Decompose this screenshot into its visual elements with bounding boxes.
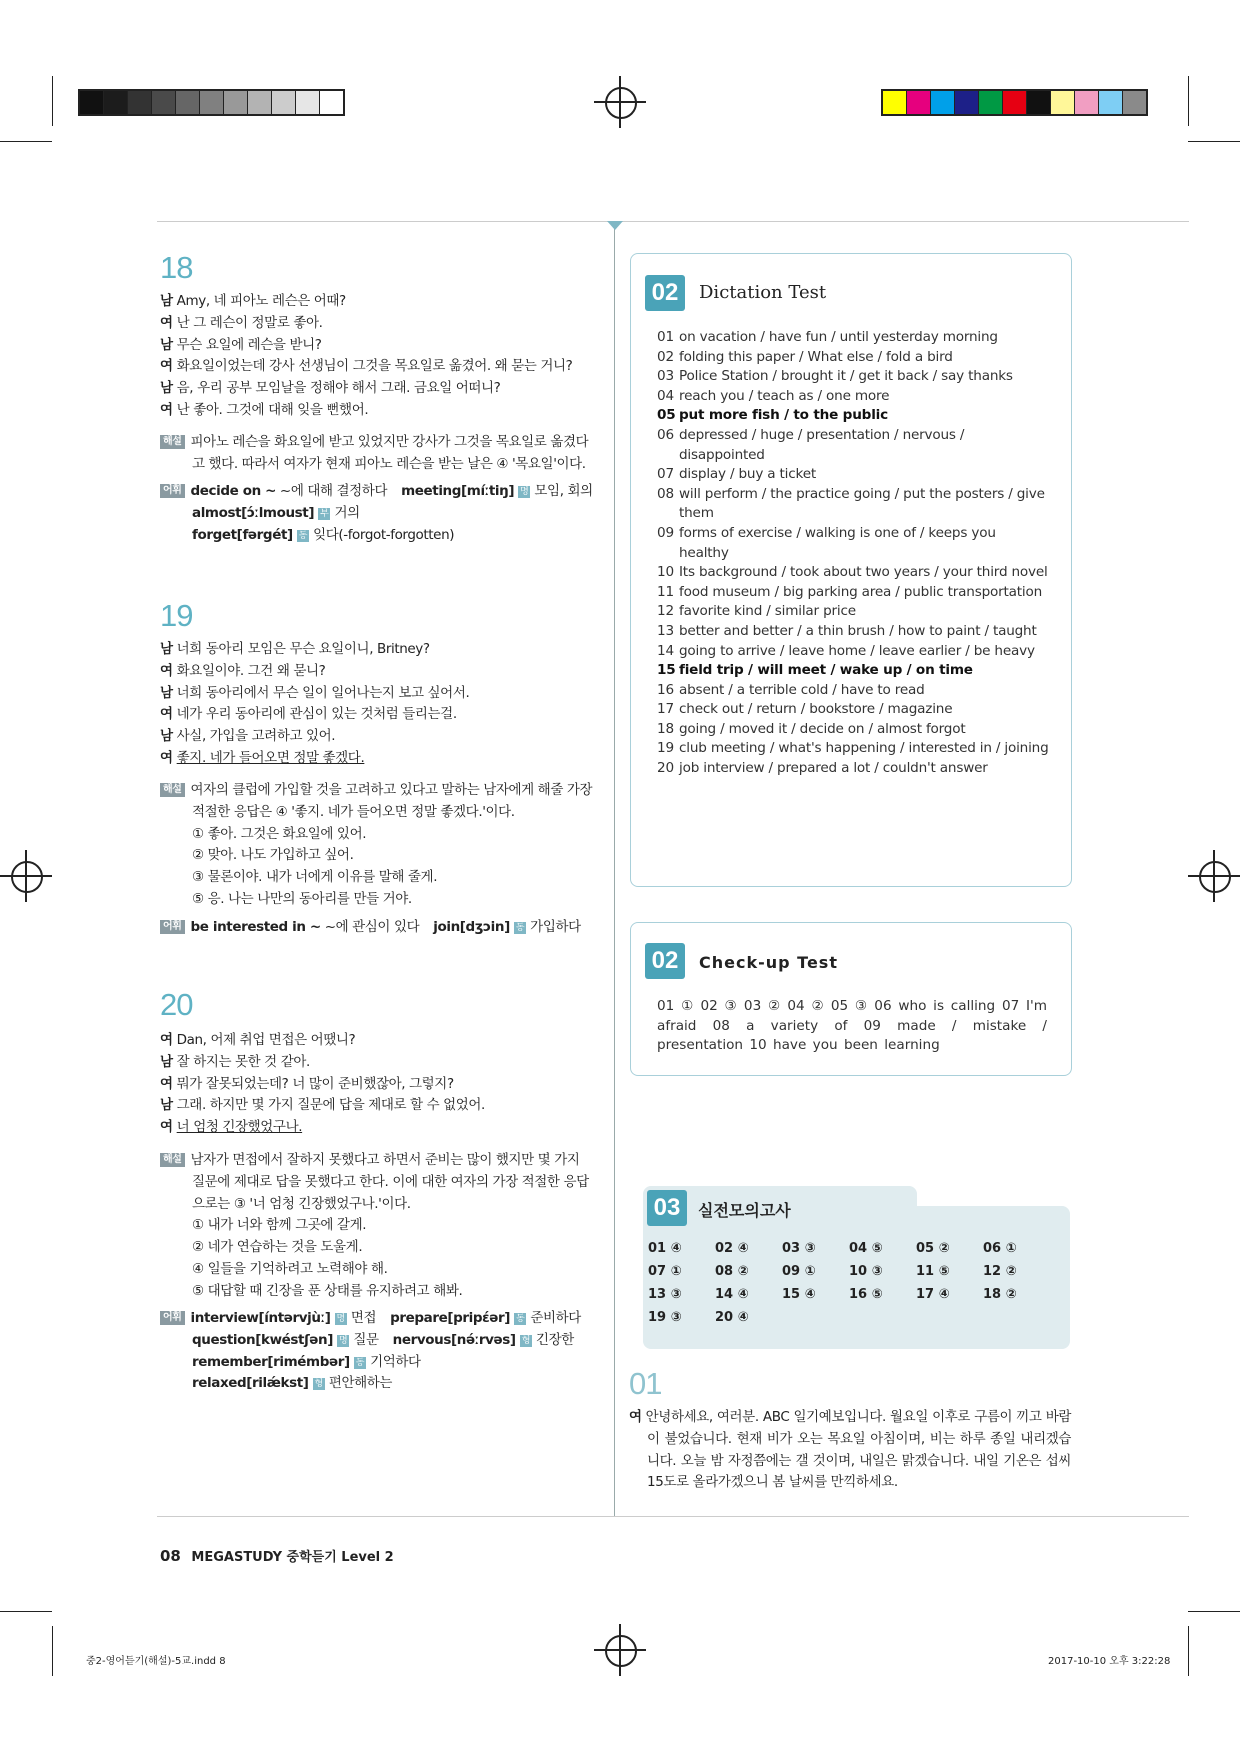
vocab-18 <box>160 481 604 546</box>
answer-option: ③ 물론이야. 내가 너에게 이유를 말해 줄게. <box>192 869 438 886</box>
dialog-line: 남 너희 동아리 모임은 무슨 요일이니, Britney? <box>160 641 430 657</box>
section-badge: 03 <box>647 1190 687 1226</box>
dictation-item: 05 put more fish / to the public <box>657 407 888 424</box>
crop-mark <box>0 1611 52 1612</box>
vocab-row: question[kwéstʃən] 명 질문 nervous[nə́ːrvəs] 형 긴장한 <box>192 1331 574 1348</box>
mock-exam-title: 실전모의고사 <box>698 1201 791 1220</box>
color-swatch <box>272 91 296 114</box>
options-20 <box>160 1215 604 1302</box>
registration-mark-bottom <box>594 1624 646 1676</box>
question-number-19: 19 <box>160 598 193 633</box>
mock-answer: 04 ⑤ <box>849 1241 883 1256</box>
dialog-20 <box>160 1030 600 1139</box>
vocab-row: relaxed[rilǽkst] 형 편안해하는 <box>192 1375 393 1392</box>
dialog-line: 여 난 그 레슨이 정말로 좋아. <box>160 314 323 331</box>
dictation-item: 03 Police Station / brought it / get it back / say thanks <box>657 368 1013 385</box>
dictation-item: 18 going / moved it / decide on / almost forgot <box>657 720 966 737</box>
dictation-title: Dictation Test <box>699 282 827 303</box>
explanation-18: 해설 피아노 레슨을 화요일에 받고 있었지만 강사가 그것을 목요일로 옮겼다 고 했다. 따라서 여자가 현재 피아노 레슨을 받는 날은 ④ '목요일'이다. <box>160 432 604 476</box>
section-badge: 02 <box>645 943 685 979</box>
process-color-bar <box>881 89 1148 116</box>
dictation-item: 17 check out / return / bookstore / magazine <box>657 701 953 718</box>
registration-mark-top <box>594 76 646 128</box>
question-number-20: 20 <box>160 987 193 1022</box>
bottom-rule <box>157 1516 1189 1517</box>
dialog-line: 여 네가 우리 동아리에 관심이 있는 것처럼 들리는걸. <box>160 706 457 723</box>
explanation-20: 해설 남자가 면접에서 잘하지 못했다고 하면서 준비는 많이 했지만 몇 가지 질문에 제대로 답을 못했다고 한다. 이에 대한 여자의 가장 적절한 응답 으로는 ③ '너 엄청 긴장했었구나.'이다. ① 내가 너와 함께 그곳에 갈게. ② 네가 연습하는 것을 도울게. ④ 일들을 기억하려고 노력해야 해. ⑤ 대답할 때 긴장을 푼 상태를 유지하려고 해봐. <box>160 1150 604 1303</box>
explain-tag: 해설 <box>160 1153 185 1167</box>
dialog-line: 여 뭐가 잘못되었는데? 너 많이 준비했잖아, 그렇지? <box>160 1075 454 1092</box>
dialog-line: 여 Dan, 어제 취업 면접은 어땠니? <box>160 1032 356 1048</box>
color-swatch <box>224 91 248 114</box>
mock-answer: 16 ⑤ <box>849 1287 883 1302</box>
mock-answer: 06 ① <box>983 1241 1017 1256</box>
explain-tag: 해설 <box>160 783 185 797</box>
dialog-line: 남 잘 하지는 못한 것 같아. <box>160 1053 310 1070</box>
mock-answer: 01 ④ <box>648 1241 682 1256</box>
section-badge: 02 <box>645 275 685 311</box>
dictation-item: 11 food museum / big parking area / public transportation <box>657 583 1043 600</box>
vocab-row: almost[ɔ́ːlmoust] 부 거의 <box>192 504 360 521</box>
vocab-row: forget[fərgét] 동 잊다(-forgot-forgotten) <box>192 526 455 543</box>
mock-answer: 05 ② <box>916 1241 950 1256</box>
answer-option: ① 내가 너와 함께 그곳에 갈게. <box>192 1217 367 1234</box>
dialog-line: 여 화요일이었는데 강사 선생님이 그것을 목요일로 옮겼어. 왜 묻는 거니? <box>160 358 573 375</box>
dictation-item: 07 display / buy a ticket <box>657 466 817 483</box>
mock-answer: 12 ② <box>983 1264 1017 1279</box>
explanation-19: 해설 여자의 클럽에 가입할 것을 고려하고 있다고 말하는 남자에게 해줄 가장 적절한 응답은 ④ '좋지. 네가 들어오면 정말 좋겠다.'이다. ① 좋아. 그것은 화요일에 있어. ② 맞아. 나도 가입하고 싶어. ③ 물론이야. 내가 너에게 이유를 말해 줄게. ⑤ 응. 나는 나만의 동아리를 만들 거야. <box>160 780 604 911</box>
column-divider <box>614 222 615 1516</box>
dictation-item: 14 going to arrive / leave home / leave earlier / be heavy <box>657 642 1035 659</box>
mock-answer: 07 ① <box>648 1264 682 1279</box>
vocab-row: 어휘 decide on ~ ~에 대해 결정하다 meeting[míːtiŋ] 명 모임, 회의 <box>160 481 604 503</box>
answer-option: ① 좋아. 그것은 화요일에 있어. <box>192 825 367 842</box>
crop-mark <box>1188 141 1240 142</box>
mock-answer: 10 ③ <box>849 1264 883 1279</box>
crop-mark <box>1188 1626 1189 1676</box>
color-swatch <box>128 91 152 114</box>
color-swatch <box>1123 91 1146 114</box>
color-swatch <box>248 91 272 114</box>
dialog-line: 여 좋지. 네가 들어오면 정말 좋겠다. <box>160 749 365 766</box>
dictation-item: 13 better and better / a thin brush / how to paint / taught <box>657 622 1037 639</box>
vocab-20 <box>160 1308 604 1395</box>
color-swatch <box>931 91 955 114</box>
color-swatch <box>1099 91 1123 114</box>
top-rule <box>157 221 1189 222</box>
checkup-title: Check-up Test <box>699 953 838 972</box>
crop-mark <box>52 1626 53 1676</box>
dictation-item: 12 favorite kind / similar price <box>657 603 856 620</box>
crop-mark <box>1188 1611 1240 1612</box>
checkup-test-box <box>630 922 1072 1076</box>
color-swatch <box>907 91 931 114</box>
mock-answer: 08 ② <box>715 1264 749 1279</box>
answer-option: ⑤ 대답할 때 긴장을 푼 상태를 유지하려고 해봐. <box>192 1282 463 1299</box>
color-swatch <box>200 91 224 114</box>
dictation-test-box <box>630 253 1072 887</box>
crop-mark <box>52 76 53 126</box>
mock-answer: 18 ② <box>983 1287 1017 1302</box>
mock-answer: 03 ③ <box>782 1241 816 1256</box>
dictation-item: 15 field trip / will meet / wake up / on time <box>657 662 973 679</box>
dialog-line: 남 사실, 가입을 고려하고 있어. <box>160 728 336 745</box>
color-swatch <box>1003 91 1027 114</box>
vocab-row: remember[rimémbər] 동 기억하다 <box>192 1353 421 1370</box>
vocab-row: 어휘 be interested in ~ ~에 관심이 있다 join[dʒɔin] 동 가입하다 <box>160 917 604 939</box>
question-number-18: 18 <box>160 250 193 285</box>
crop-mark <box>1188 76 1189 126</box>
answer-option: ② 네가 연습하는 것을 도울게. <box>192 1239 363 1256</box>
crop-mark <box>0 141 52 142</box>
mock-answer: 14 ④ <box>715 1287 749 1302</box>
answer-option: ⑤ 응. 나는 나만의 동아리를 만들 거야. <box>192 890 412 907</box>
dialog-19 <box>160 639 600 770</box>
dictation-item: 08 will perform / the practice going / put the posters / give them <box>657 485 1045 522</box>
color-swatch <box>1075 91 1099 114</box>
dialog-line: 남 무슨 요일에 레슨을 받니? <box>160 336 322 353</box>
page-number: 08 <box>160 1547 181 1565</box>
page-footer <box>160 1546 394 1565</box>
mock-answer: 13 ③ <box>648 1287 682 1302</box>
color-swatch <box>296 91 320 114</box>
mock-answer: 19 ③ <box>648 1310 682 1325</box>
mock-answer: 02 ④ <box>715 1241 749 1256</box>
color-swatch <box>955 91 979 114</box>
checkup-answers: 01 ① 02 ③ 03 ② 04 ② 05 ③ 06 who is calling 07 I'm afraid 08 a variety of 09 made / mistake / presentation 10 have you been learning <box>657 998 1047 1054</box>
color-swatch <box>80 91 104 114</box>
mock-answer: 15 ④ <box>782 1287 816 1302</box>
dictation-item: 20 job interview / prepared a lot / couldn't answer <box>657 760 988 777</box>
divider-arrow-icon <box>607 221 623 230</box>
dictation-item: 19 club meeting / what's happening / interested in / joining <box>657 740 1049 757</box>
dialog-line: 남 그래. 하지만 몇 가지 질문에 답을 제대로 할 수 없었어. <box>160 1097 485 1114</box>
dialog-line: 여 화요일이야. 그건 왜 묻니? <box>160 662 326 679</box>
dictation-item: 16 absent / a terrible cold / have to read <box>657 681 925 698</box>
dialog-line: 남 음, 우리 공부 모임날을 정해야 해서 그래. 금요일 어떠니? <box>160 380 501 397</box>
book-title: MEGASTUDY 중학듣기 Level 2 <box>191 1550 394 1565</box>
registration-mark-left <box>0 850 52 902</box>
dictation-item: 01 on vacation / have fun / until yesterday morning <box>657 329 998 345</box>
dictation-item: 02 folding this paper / What else / fold a bird <box>657 348 953 365</box>
answer-option: ④ 일들을 기억하려고 노력해야 해. <box>192 1260 388 1277</box>
mock-answer: 17 ④ <box>916 1287 950 1302</box>
dictation-item: 04 reach you / teach as / one more <box>657 387 890 404</box>
script-01: 여 안녕하세요, 여러분. ABC 일기예보입니다. 월요일 이후로 구름이 끼고 바람이 불었습니다. 현재 비가 오는 목요일 아침이며, 비는 하루 종일 내리겠습니다. 오늘 밤 자정쯤에는 갤 것이며, 내일은 맑겠습니다. 내일 기온은 섭씨 15도로 올라가겠으니 봄 날씨를 만끽하세요. <box>629 1409 1071 1491</box>
color-swatch <box>1051 91 1075 114</box>
dialog-line: 여 너 엄청 긴장했었구나. <box>160 1119 303 1136</box>
dialog-line: 남 Amy, 네 피아노 레슨은 어때? <box>160 293 346 309</box>
vocab-row: 어휘 interview[íntərvjùː] 명 면접 prepare[pripέər] 동 준비하다 <box>160 1308 604 1330</box>
dialog-line: 여 난 좋아. 그것에 대해 잊을 뻔했어. <box>160 401 369 418</box>
color-swatch <box>176 91 200 114</box>
dialog-line: 남 너희 동아리에서 무슨 일이 일어나는지 보고 싶어서. <box>160 684 470 701</box>
mock-answer: 09 ① <box>782 1264 816 1279</box>
color-swatch <box>979 91 1003 114</box>
question-number-01: 01 <box>629 1366 662 1401</box>
mock-answer: 20 ④ <box>715 1310 749 1325</box>
dictation-item: 09 forms of exercise / walking is one of / keeps you healthy <box>657 524 996 561</box>
color-swatch <box>883 91 907 114</box>
file-slug: 중2-영어듣기(해설)-5교.indd 8 <box>86 1656 226 1667</box>
explain-tag: 해설 <box>160 435 185 449</box>
registration-mark-right <box>1188 850 1240 902</box>
color-swatch <box>152 91 176 114</box>
dictation-item: 06 depressed / huge / presentation / nervous / disappointed <box>657 426 965 463</box>
answer-option: ② 맞아. 나도 가입하고 싶어. <box>192 847 354 864</box>
color-swatch <box>1027 91 1051 114</box>
vocab-19 <box>160 917 604 939</box>
dictation-item: 10 Its background / took about two years / your third novel <box>657 564 1048 581</box>
mock-answer: 11 ⑤ <box>916 1264 950 1279</box>
dictation-list <box>657 328 1049 779</box>
dialog-18 <box>160 291 600 422</box>
options-19 <box>160 824 604 911</box>
mock-exam-answers <box>648 1239 1050 1327</box>
date-slug: 2017-10-10 오후 3:22:28 <box>1048 1656 1171 1667</box>
gray-color-bar <box>78 89 345 116</box>
color-swatch <box>104 91 128 114</box>
color-swatch <box>320 91 343 114</box>
